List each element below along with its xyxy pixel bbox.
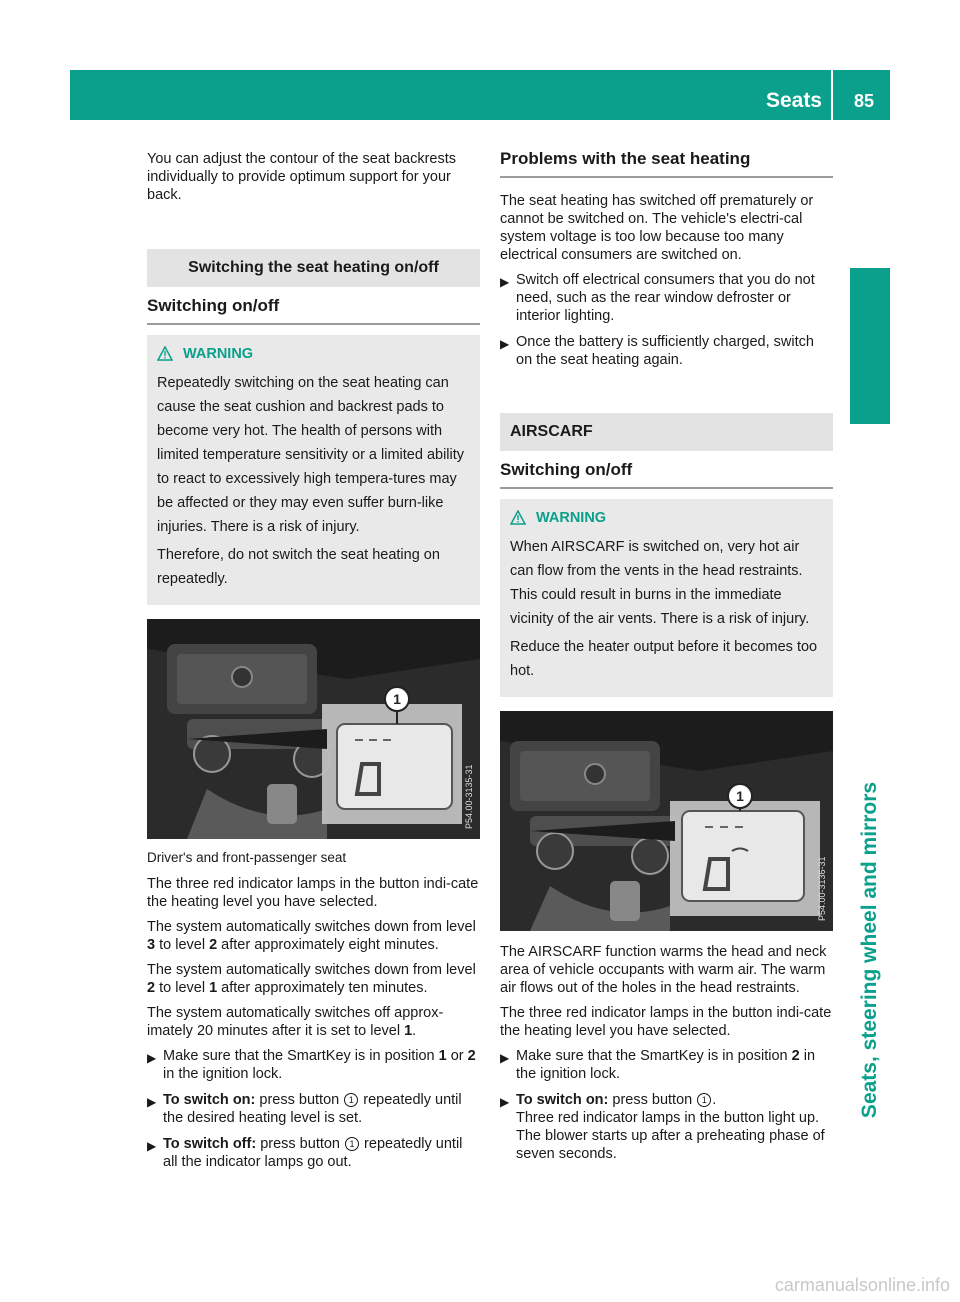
warning-text-2: Therefore, do not switch the seat heating on repeatedly. xyxy=(157,547,440,587)
airscarf-description: The AIRSCARF function warms the head and neck area of vehicle occupants with warm air. The warm air flows out of the holes in the head restraints. xyxy=(500,944,827,996)
airscarf-heading: Switching on/off xyxy=(500,461,833,489)
seat-heating-button-photo xyxy=(147,619,480,839)
warning-triangle-icon xyxy=(157,346,173,362)
instruction-step: ▶ Switch off electrical consumers that you do not need, such as the rear window defroster or interior lighting. xyxy=(500,272,815,324)
airscarf-button-photo xyxy=(500,711,833,931)
switch-down-paragraph-1: The system automatically switches down from level 3 to level 2 after approximately eight minutes. xyxy=(147,919,476,953)
watermark: carmanualsonline.info xyxy=(774,1275,950,1295)
arrow-icon: ▶ xyxy=(147,1139,157,1153)
problems-heading: Problems with the seat heating xyxy=(500,150,833,178)
arrow-icon: ▶ xyxy=(500,337,510,351)
right-column xyxy=(500,150,833,1171)
arrow-icon: ▶ xyxy=(500,1051,510,1065)
warning-triangle-icon xyxy=(510,510,526,526)
indicator-paragraph: The three red indicator lamps in the button indi-cate the heating level you have selected. xyxy=(147,876,479,910)
callout-number: 1 xyxy=(736,788,744,804)
airscarf-section-bar: AIRSCARF xyxy=(500,413,833,451)
subsection-heading: Switching on/off xyxy=(147,297,480,325)
callout-number: 1 xyxy=(393,691,401,707)
instruction-step: ▶ Make sure that the SmartKey is in position 1 or 2 in the ignition lock. xyxy=(147,1048,476,1082)
dashboard-illustration xyxy=(147,619,480,839)
image-code: P54.00-3136-31 xyxy=(817,856,827,921)
warning-text-2: Reduce the heater output before it becomes too hot. xyxy=(510,639,818,679)
intro-paragraph: You can adjust the contour of the seat backrests individually to provide optimum support for your back. xyxy=(147,151,456,203)
airscarf-warning-box xyxy=(500,499,833,697)
switch-down-paragraph-2: The system automatically switches down from level 2 to level 1 after approximately ten minutes. xyxy=(147,962,476,996)
warning-text: Repeatedly switching on the seat heating can cause the seat cushion and backrest pads to become very hot. The health of persons with limited temperature sensitivity or a limited ability to react to excessively high tempera-tures may be affected or they may even suffer burn-like injuries. There is a risk of injury. xyxy=(157,375,465,535)
arrow-icon: ▶ xyxy=(500,1095,510,1109)
dashboard-illustration xyxy=(500,711,833,931)
warning-header xyxy=(157,345,470,363)
problems-paragraph: The seat heating has switched off prematurely or cannot be switched on. The vehicle's electri-cal system voltage is too low because too many electrical consumers are switched on. xyxy=(500,193,814,263)
instruction-step: ▶ Once the battery is sufficiently charged, switch on the seat heating again. xyxy=(500,334,814,368)
arrow-icon: ▶ xyxy=(500,275,510,289)
section-bar: Switching the seat heating on/off xyxy=(147,249,480,287)
warning-box xyxy=(147,335,480,605)
image-code: P54.00-3135-31 xyxy=(464,764,474,829)
left-column xyxy=(147,150,480,1179)
section-title: Seats xyxy=(765,89,822,112)
instruction-step: ▶ To switch on: press button 1 repeatedly until the desired heating level is set. xyxy=(147,1092,462,1126)
instruction-step: ▶ Make sure that the SmartKey is in position 2 in the ignition lock. xyxy=(500,1048,816,1082)
warning-label: WARNING xyxy=(536,510,607,526)
button-1-icon: 1 xyxy=(344,1093,358,1107)
indicator-paragraph: The three red indicator lamps in the button indi-cate the heating level you have selected. xyxy=(500,1005,832,1039)
button-1-icon: 1 xyxy=(345,1137,359,1151)
warning-header xyxy=(510,509,823,527)
chapter-label: Seats, steering wheel and mirrors xyxy=(858,781,881,1119)
header-divider xyxy=(831,70,833,120)
photo-caption: Driver's and front-passenger seat xyxy=(147,850,347,865)
warning-text: When AIRSCARF is switched on, very hot air can flow from the vents in the head restraints. This could result in burns in the immediate vicinity of the air vents. There is a risk of injury. xyxy=(510,539,810,627)
instruction-step: ▶ To switch on: press button 1 . Three red indicator lamps in the button light up. The blower starts up after a preheating phase of seven seconds. xyxy=(500,1092,825,1162)
instruction-step: ▶ To switch off: press button 1 repeatedly until all the indicator lamps go out. xyxy=(147,1136,463,1170)
page-number: 85 xyxy=(853,91,875,111)
chapter-tab xyxy=(850,268,890,424)
arrow-icon: ▶ xyxy=(147,1095,157,1109)
warning-label: WARNING xyxy=(183,346,254,362)
button-1-icon: 1 xyxy=(697,1093,711,1107)
arrow-icon: ▶ xyxy=(147,1051,157,1065)
switch-off-paragraph: The system automatically switches off approx-imately 20 minutes after it is set to level 1. xyxy=(147,1005,444,1039)
